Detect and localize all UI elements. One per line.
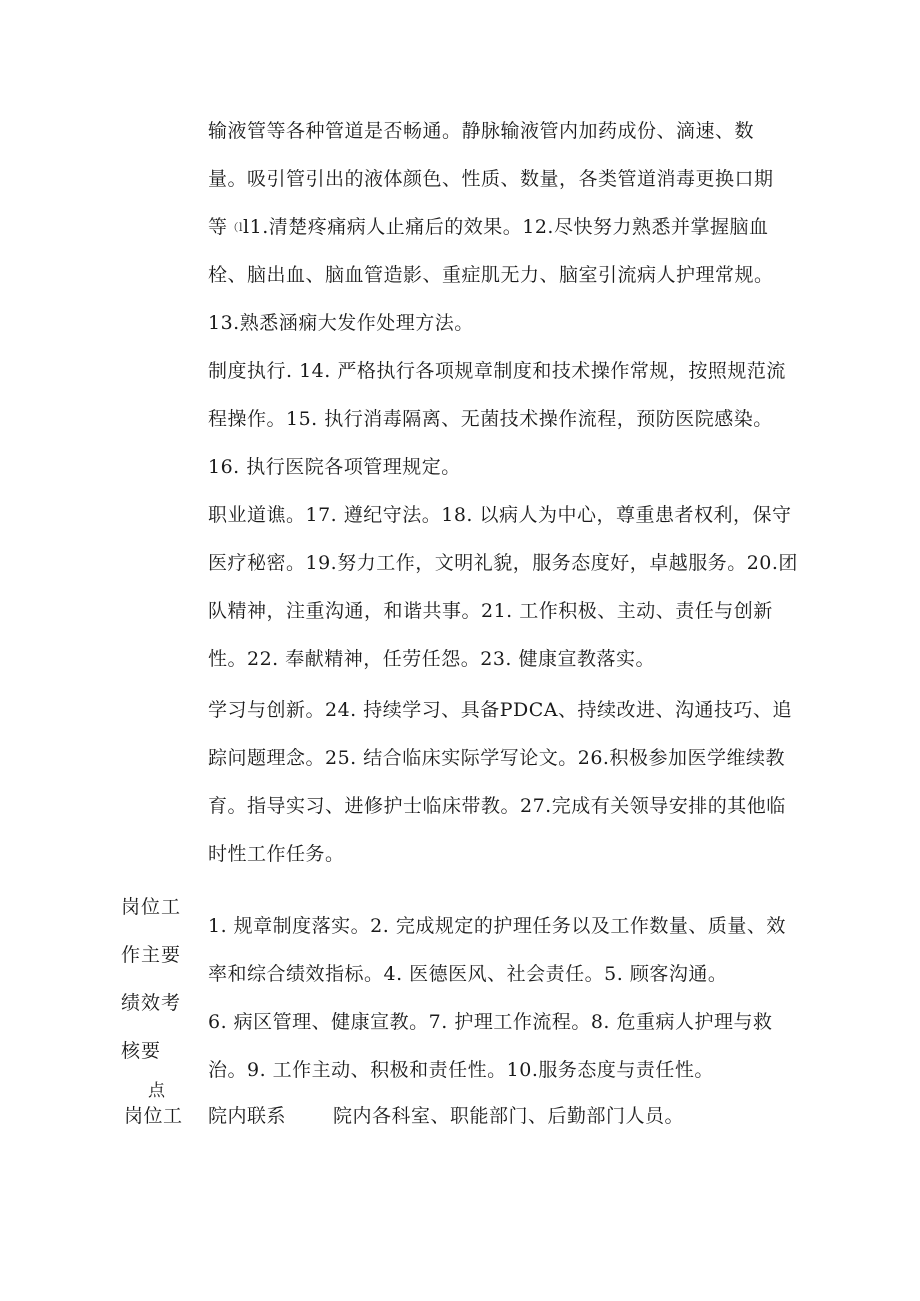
text-line: 1. 规章制度落实。2. 完成规定的护理任务以及工作数量、质量、效 — [208, 915, 786, 937]
text-line: 队精神，注重沟通，和谐共事。21. 工作积极、主动、责任与创新 — [208, 600, 773, 622]
text-line: 学习与创新。24. 持续学习、具备PDCA、持续改进、沟通技巧、追 — [208, 699, 793, 721]
text-line: 时性工作任务。 — [208, 843, 345, 865]
text-line: 6. 病区管理、健康宣教。7. 护理工作流程。8. 危重病人护理与救 — [208, 1011, 773, 1033]
contact-type: 院内联系 — [208, 1105, 287, 1127]
duties-paragraph-4 — [208, 686, 808, 878]
label-line: 作主要 — [121, 944, 182, 966]
text-line: 程操作。15. 执行消毒隔离、无菌技术操作流程，预防医院感染。 — [208, 408, 773, 430]
contact-section-label: 岗位工 — [124, 1105, 183, 1127]
text-line: 职业道谯。17. 遵纪守法。18. 以病人为中心，尊重患者权利，保守 — [208, 504, 792, 526]
text-line: 栓、脑出血、脑血管造影、重症肌无力、脑室引流病人护理常规。 — [208, 264, 774, 286]
text-line: 13.熟悉涵痫大发作处理方法。 — [208, 312, 474, 334]
ocr-artifact-mark: （l — [227, 221, 244, 234]
text-line: 16. 执行医院各项管理规定。 — [208, 456, 461, 478]
label-line: 绩效考 — [121, 992, 182, 1014]
text-line: 性。22. 奉献精神，任劳任怨。23. 健康宣教落实。 — [208, 648, 656, 670]
contact-value: 院内各科室、职能部门、后勤部门人员。 — [333, 1105, 685, 1127]
text-line: 育。指导实习、进修护士临床带教。27.完成有关领导安排的其他临 — [208, 795, 786, 817]
contact-section — [0, 1096, 920, 1136]
performance-label-tail: 点 — [148, 1081, 165, 1101]
text-line: 量。吸引管引出的液体颜色、性质、数量，各类管道消毒更换口期 — [208, 168, 774, 190]
text-line: 治。9. 工作主动、积极和责任性。10.服务态度与责任性。 — [208, 1059, 714, 1081]
performance-section-label — [121, 883, 201, 1075]
text-line: 输液管等各种管道是否畅通。静脉输液管内加药成份、滴速、数 — [208, 120, 755, 142]
label-line: 岗位工 — [121, 896, 182, 918]
text-prefix: 等 — [208, 216, 228, 238]
text-line: 制度执行. 14. 严格执行各项规章制度和技术操作常规，按照规范流 — [208, 360, 786, 382]
duties-paragraph-3 — [208, 491, 808, 683]
text-line: 踪问题理念。25. 结合临床实际学写论文。26.积极参加医学维续教 — [208, 747, 785, 769]
label-line: 核要 — [121, 1040, 162, 1062]
duties-paragraph-2 — [208, 347, 808, 491]
text-rest: l1.清楚疼痛病人止痛后的效果。12.尽快努力熟悉并掌握脑血 — [243, 216, 769, 238]
text-line: 医疗秘密。19.努力工作，文明礼貌，服务态度好，卓越服务。20.团 — [208, 552, 798, 574]
text-line — [208, 203, 808, 251]
text-line: 率和综合绩效指标。4. 医德医风、社会责任。5. 顾客沟通。 — [208, 963, 728, 985]
duties-paragraph-1 — [208, 107, 808, 347]
performance-section-content — [208, 902, 808, 1094]
